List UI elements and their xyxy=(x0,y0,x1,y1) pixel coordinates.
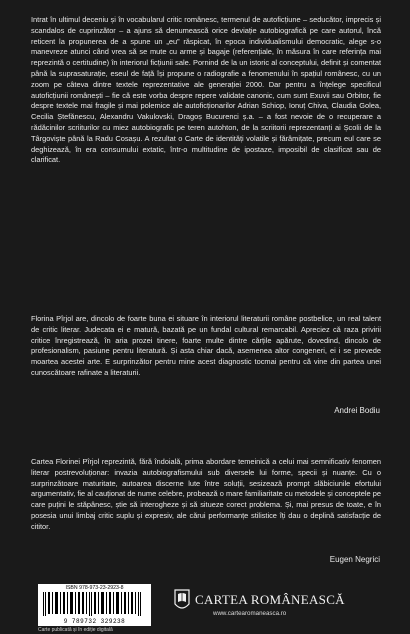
isbn-barcode xyxy=(38,584,151,626)
digital-edition-caption: Carte publicată și în ediție digitală xyxy=(38,627,113,633)
barcode-bars xyxy=(43,592,146,616)
signature-eugen-negrici: Eugen Negrici xyxy=(329,555,380,564)
review-paragraph-negrici: Cartea Florinei Pîrjol reprezintă, fără îndoială, prima abordare temeinică a celui mai semnificativ fenomen literar postrevoluționar: invazia autobiografismului sub diversele lui forme, specii și nuanțe. Cu o surprinzătoare maturitate, autoarea discerne lute între soluții, sesizează prompt slăbiciunile efortului argumentativ, fie al cauționat de nume celebre, probează o mare familiaritate cu metodele și conceptele pe care puțini le stăpânesc, știe să interogheze și să situeze corect problema. Și, mai presus de toate, e în posesia unui limbaj critic suplu și expresiv, ale cărui performanțe stilistice îți dau o deplină satisfacție de cititor. xyxy=(31,457,381,531)
isbn-text: ISBN 978-973-23-2923-8 xyxy=(65,585,124,591)
signature-andrei-bodiu: Andrei Bodiu xyxy=(334,406,380,415)
review-paragraph-bodiu: Florina Pîrjol are, dincolo de foarte buna ei situare în interiorul literaturii române postbelice, un real talent de critic literar. Judecata ei e matură, bazată pe un fundal cultural remarcabil. Apreciez că raza privirii critice înregistrează, în aria prozei tinere, foarte multe dintre cărțile apărute, dovedind, dincolo de profesionalism, pasiune pentru literatură. Și asta chiar dacă, asemenea altor congeneri, ei i se prevede moartea acestei arte. E surprinzător pentru mine acest diagnostic tocmai pentru că vine din partea unei cunoscătoare rafinate a literaturii. xyxy=(31,314,381,377)
barcode-digits: 9 789732 329238 xyxy=(63,618,126,625)
publisher-name: CARTEA ROMÂNEASCĂ xyxy=(195,592,345,607)
blurb-paragraph-1: Intrat în ultimul deceniu și în vocabularul critic românesc, termenul de autoficțiune – seducător, imprecis și scandalos de cuprinzător – a ajuns să denumească orice deviație autobiografică pe care autorul, încă reticent la propunerea de a spune un „eu” răspicat, în epoca individualismului democratic, alege s-o manevreze atunci când vrea să se mute cu arme și bagaje (referențiale, în măsura în care referința mai reprezintă o certitudine) în interiorul ficțiunii sale. Pornind de la un istoric al conceptului, definit și comentat până la suprasaturație, eseul de față își propune o radiografie a fenomenului în spațiul românesc, cu un zoom pe câteva dintre textele reprezentative ale generației 2000. Dar pentru a înțelege specificul autoficțiunii românești – fie că este vorba despre repere validate canonic, cum sunt Exuvii sau Orbitor, fie despre textele mai fragile și mai polemice ale autoficționarilor Adrian Schiop, Ionuț Chiva, Claudia Golea, Cecilia Ștefănescu, Alexandru Vakulovski, Dragoș Bucurenci ș.a. – a fost nevoie de o recuperare a rădăcinilor scriiturilor cu miez autobiografic pe teren autohton, de la scriitorii reprezentanți ai Școlii de la Târgoviște până la Radu Cosașu. A rezultat o Carte de identități volatile și fărâmițate, precum eul care se deghizează, în era consumului extatic, într-o multitudine de ipostaze, imposibil de clasificat sau de clarificat. xyxy=(31,15,381,165)
publisher-logo-icon xyxy=(174,588,190,614)
publisher-url[interactable]: www.cartearomaneasca.ro xyxy=(213,610,287,617)
